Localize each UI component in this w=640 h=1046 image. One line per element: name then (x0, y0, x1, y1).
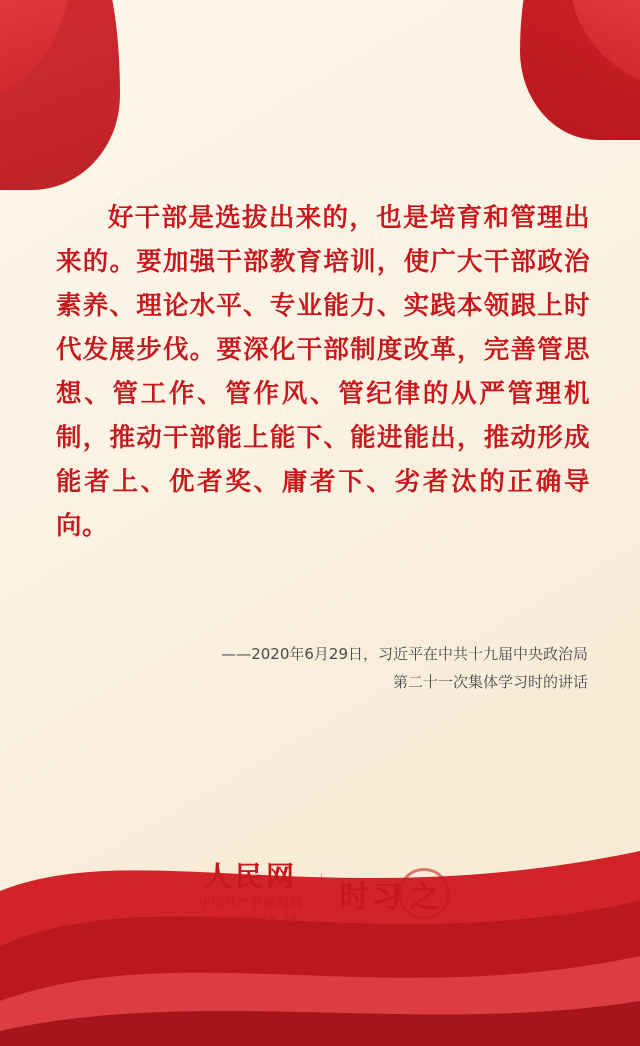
logo-row (0, 860, 640, 925)
people-cn-name: 人民网 (203, 860, 297, 893)
column-name-part2: 之 (409, 879, 442, 915)
attribution-line-2: 第二十一次集体学习时的讲话 (392, 673, 588, 691)
people-cn-subtitle: 中国共产党新闻网 (198, 895, 303, 910)
attribution-line-1: ——2020年6月29日，习近平在中共十九届中央政治局 (221, 645, 588, 663)
quote-text-block (56, 196, 590, 548)
logo-divider (321, 873, 322, 915)
people-cn-logo[interactable] (198, 860, 303, 925)
quote-attribution (128, 640, 588, 696)
people-cn-url: cpc.people.cn (202, 912, 299, 925)
column-logo-shixizhi[interactable] (340, 872, 442, 916)
quote-body: 好干部是选拔出来的，也是培育和管理出来的。要加强干部教育培训，使广大干部政治素养、理论水平、专业能力、实践本领跟上时代发展步伐。要深化干部制度改革，完善管思想、管工作、管作风、管纪律的从严管理机制，推动干部能上能下、能进能出，推动形成能者上、优者奖、庸者下、劣者汰的正确导向。 (56, 203, 590, 541)
column-name-part1: 时习 (339, 879, 404, 915)
